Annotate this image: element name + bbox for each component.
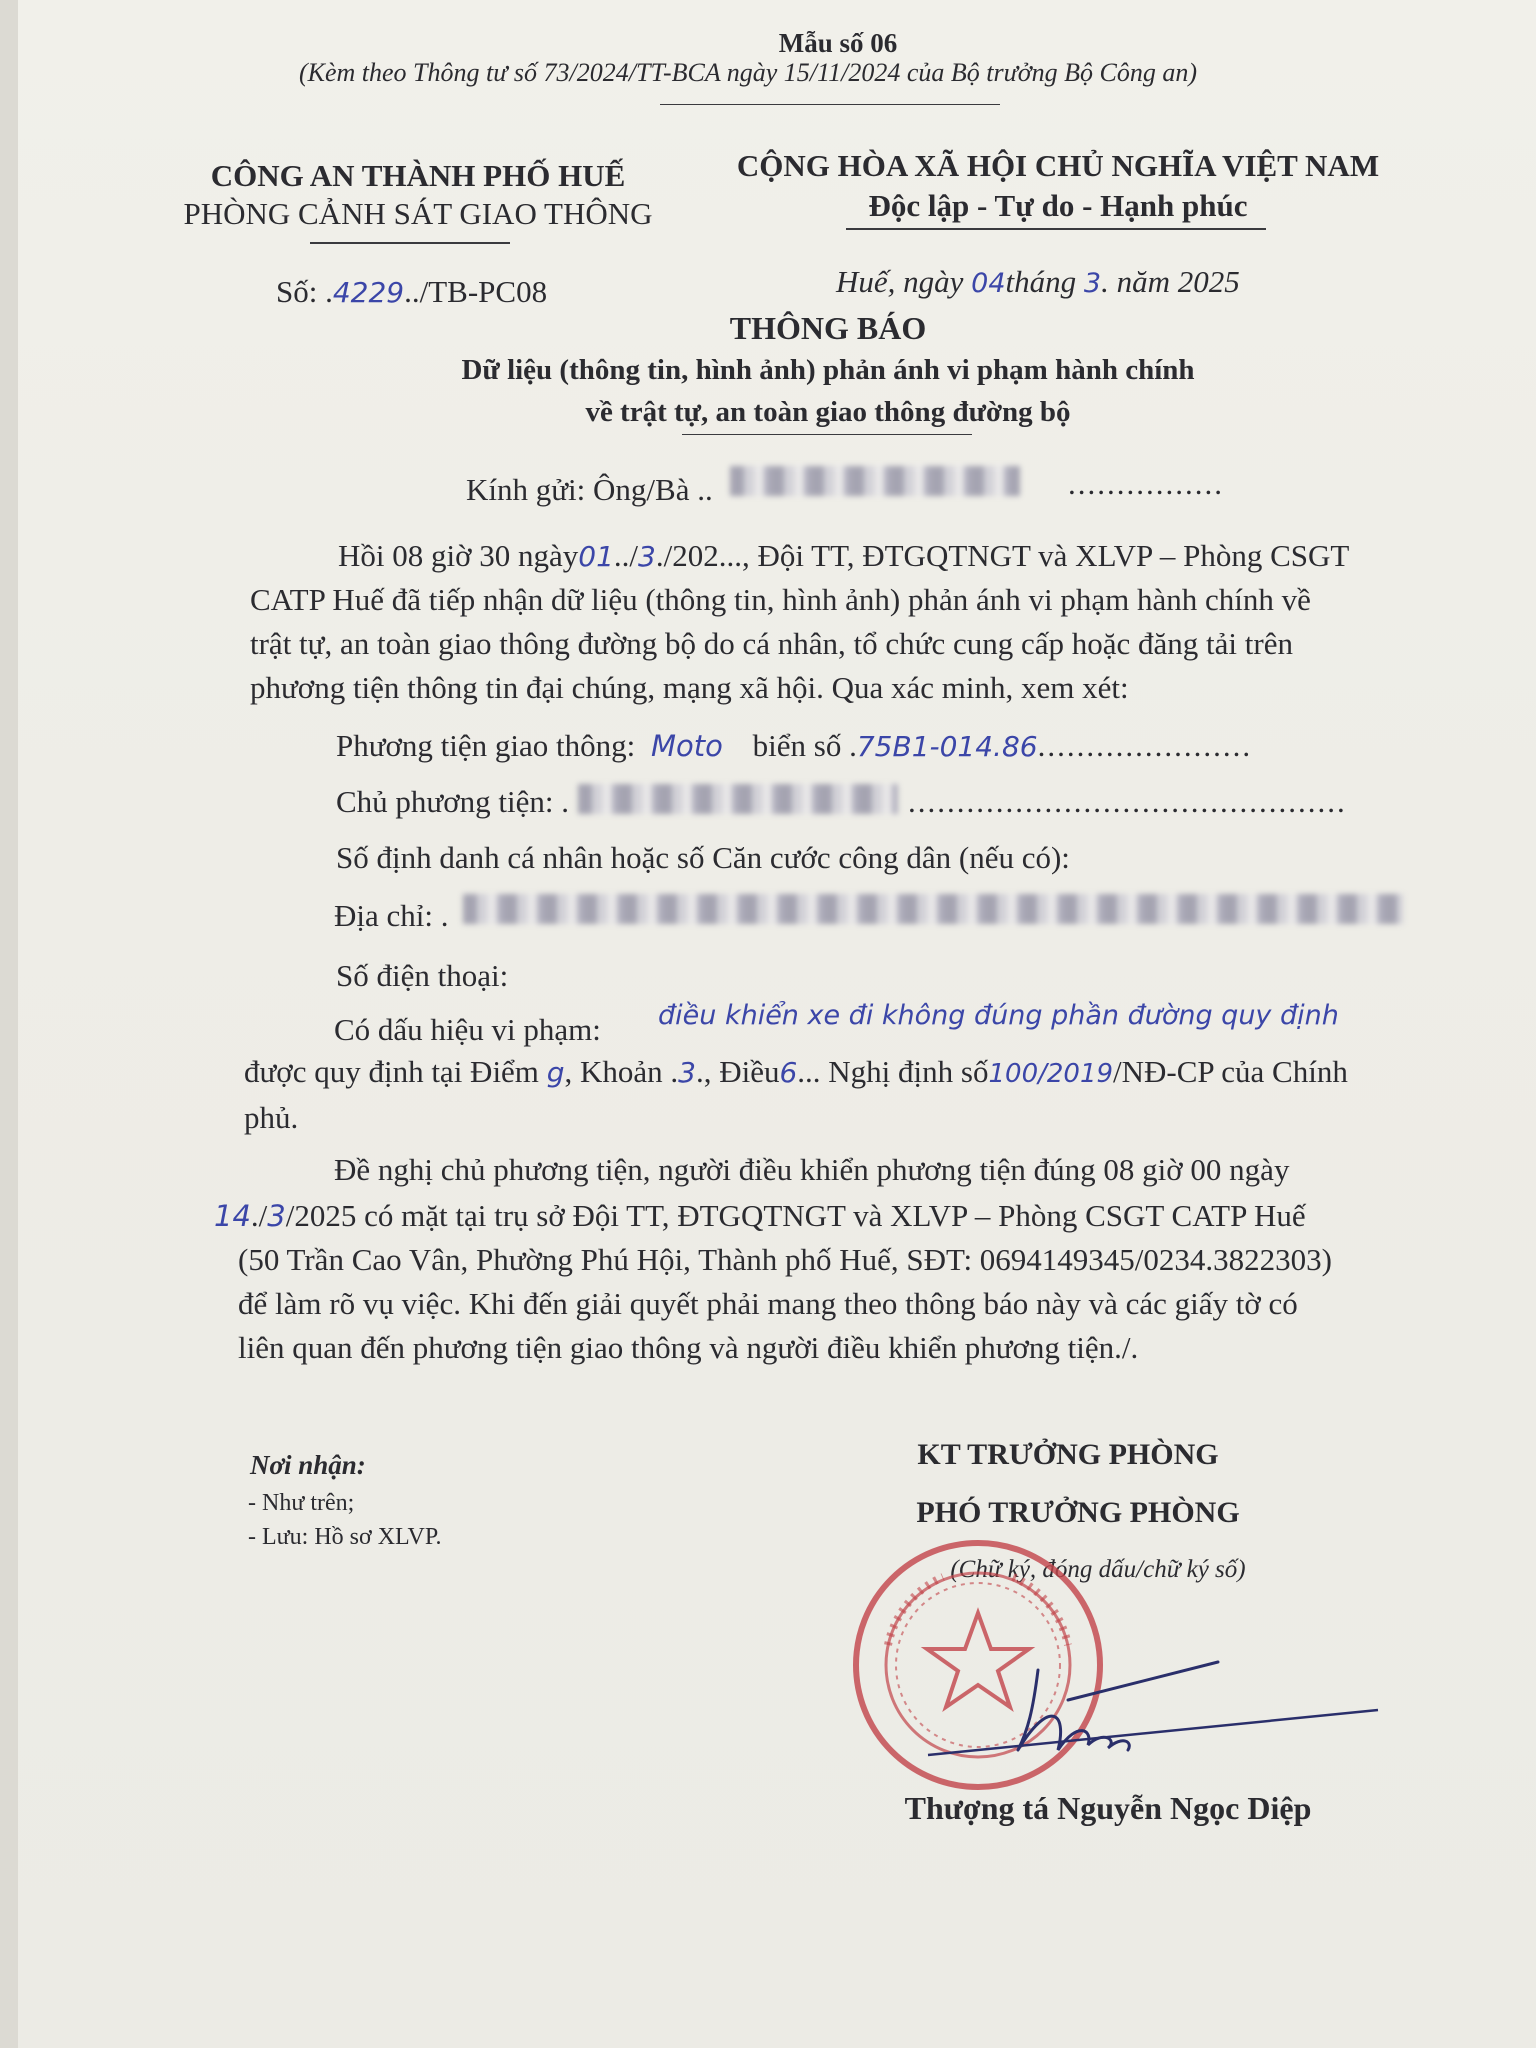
divider [682, 434, 972, 435]
document-page [18, 0, 1536, 2048]
agency-line2: PHÒNG CẢNH SÁT GIAO THÔNG [183, 196, 653, 231]
vehicle-field: Phương tiện giao thông: Moto biển số .75B1-014.86...................... [336, 728, 1253, 763]
signer-name: Thượng tá Nguyễn Ngọc Diệp [904, 1790, 1312, 1826]
owner-label: Chủ phương tiện: . [336, 784, 569, 819]
agency-line1: CÔNG AN THÀNH PHỐ HUẾ [210, 158, 626, 193]
signature-title-2: PHÓ TRƯỞNG PHÒNG [916, 1496, 1240, 1529]
paragraph2-line3: (50 Trần Cao Vân, Phường Phú Hội, Thành phố Huế, SĐT: 0694149345/0234.3822303) [238, 1242, 1332, 1277]
redacted-address [463, 894, 1403, 924]
recipients-title: Nơi nhận: [250, 1450, 366, 1480]
owner-dots: ............................................. [908, 784, 1347, 819]
address-label: Địa chỉ: . [334, 898, 449, 933]
paragraph1-line4: phương tiện thông tin đại chúng, mạng xã hội. Qua xác minh, xem xét: [250, 670, 1129, 705]
date-month-handwritten: 3 [1083, 268, 1102, 299]
recipients-item-1: - Như trên; [248, 1490, 355, 1516]
violation-handwritten: điều khiển xe đi không đúng phần đường quy định [658, 1000, 1339, 1031]
country-line1: CỘNG HÒA XÃ HỘI CHỦ NGHĨA VIỆT NAM [736, 148, 1380, 183]
paragraph1-line1: Hồi 08 giờ 30 ngày01../3./202..., Đội TT, ĐTGQTNGT và XLVP – Phòng CSGT [338, 538, 1350, 573]
signature-note: (Chữ ký, đóng dấu/chữ ký số) [950, 1556, 1246, 1583]
redacted-name [730, 466, 1020, 496]
paragraph2-line1: Đề nghị chủ phương tiện, người điều khiển phương tiện đúng 08 giờ 00 ngày [334, 1152, 1290, 1187]
plate-handwritten: 75B1-014.86 [856, 730, 1038, 763]
date-day-handwritten: 04 [971, 268, 1006, 299]
signature-scribble [918, 1630, 1388, 1770]
paragraph1-line3: trật tự, an toàn giao thông đường bộ do cá nhân, tổ chức cung cấp hoặc đăng tải trên [250, 626, 1293, 661]
notice-title: THÔNG BÁO [729, 310, 927, 346]
signature-title-1: KT TRƯỞNG PHÒNG [917, 1438, 1219, 1471]
doc-number: Số: .4229../TB-PC08 [276, 274, 548, 309]
recipient-dots: ................ [1068, 466, 1224, 501]
divider [846, 228, 1266, 230]
country-motto: Độc lập - Tự do - Hạnh phúc [868, 188, 1248, 223]
violation-label: Có dấu hiệu vi phạm: [334, 1012, 601, 1047]
paragraph2-line2: 14./3/2025 có mặt tại trụ sở Đội TT, ĐTGQTNGT và XLVP – Phòng CSGT CATP Huế [214, 1198, 1306, 1233]
notice-subtitle-1: Dữ liệu (thông tin, hình ảnh) phản ánh vi phạm hành chính [461, 354, 1195, 386]
paragraph1-line2: CATP Huế đã tiếp nhận dữ liệu (thông tin, hình ảnh) phản ánh vi phạm hành chính về [250, 582, 1311, 617]
paragraph2-line4: để làm rõ vụ việc. Khi đến giải quyết phải mang theo thông báo này và các giấy tờ có [238, 1286, 1298, 1321]
recipient-label: Kính gửi: Ông/Bà .. [466, 472, 713, 507]
paragraph2-line5: liên quan đến phương tiện giao thông và người điều khiển phương tiện./. [238, 1330, 1139, 1365]
legal-basis-end: phủ. [244, 1100, 299, 1135]
vehicle-type-handwritten: Moto [651, 729, 723, 763]
recipients-item-2: - Lưu: Hồ sơ XLVP. [248, 1524, 442, 1550]
redacted-owner [578, 784, 898, 814]
doc-number-handwritten: 4229 [332, 276, 405, 309]
id-label: Số định danh cá nhân hoặc số Căn cước công dân (nếu có): [336, 840, 1070, 875]
phone-label: Số điện thoại: [336, 958, 509, 993]
issue-date: Huế, ngày 04tháng 3. năm 2025 [836, 264, 1240, 299]
divider [310, 242, 510, 244]
form-number: Mẫu số 06 [778, 28, 898, 58]
legal-basis: được quy định tại Điểm g, Khoản .3., Điều6... Nghị định số100/2019/NĐ-CP của Chính [244, 1054, 1348, 1089]
form-reference: (Kèm theo Thông tư số 73/2024/TT-BCA ngày 15/11/2024 của Bộ trưởng Bộ Công an) [298, 58, 1198, 87]
divider [660, 104, 1000, 105]
notice-subtitle-2: về trật tự, an toàn giao thông đường bộ [585, 396, 1071, 428]
